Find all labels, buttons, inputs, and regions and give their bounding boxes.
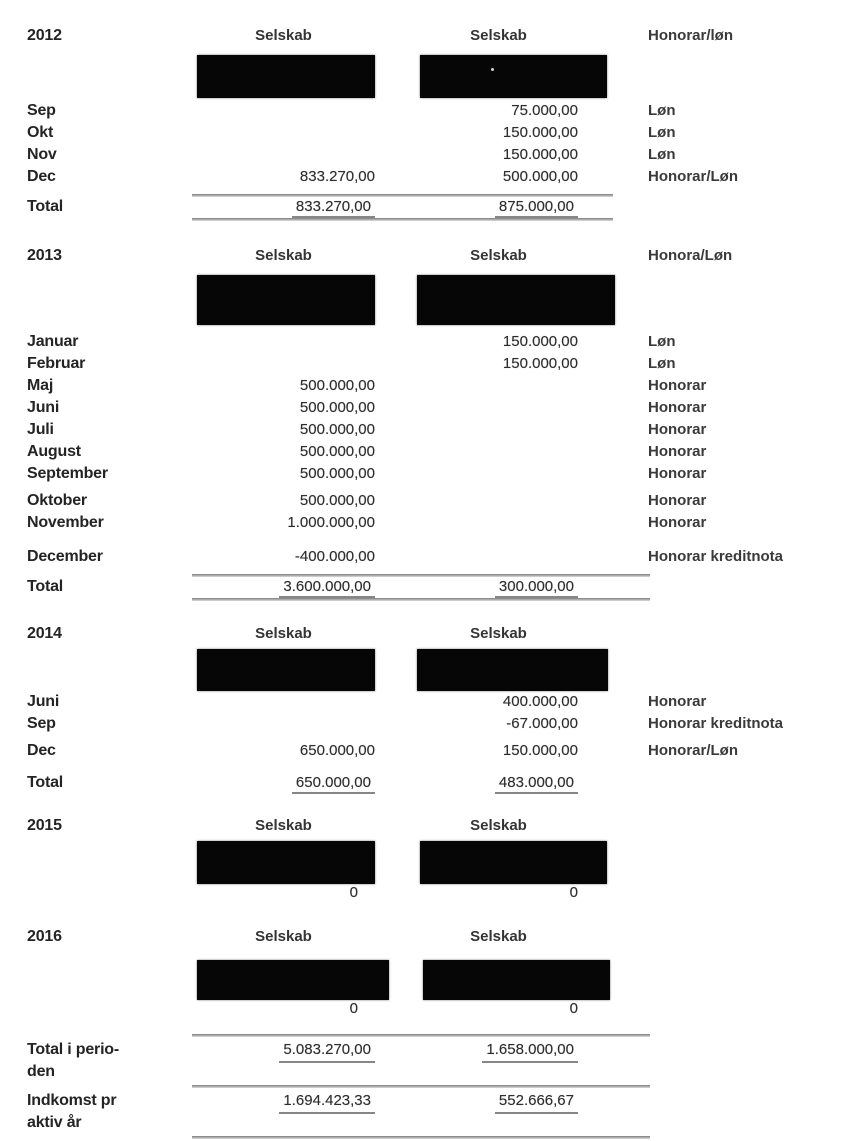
summary-label-line1: Total i perio-	[27, 1041, 120, 1058]
redaction-box-a	[197, 275, 375, 325]
col-a-header: Selskab	[255, 625, 312, 642]
year-label: 2016	[27, 928, 62, 945]
amount-col-a: 500.000,00	[299, 443, 375, 460]
amount-col-a: -400.000,00	[294, 548, 375, 565]
total-label: Total	[27, 198, 64, 215]
redaction-box-b	[420, 841, 607, 884]
redaction-box-a	[197, 55, 375, 98]
col-a-header: Selskab	[255, 817, 312, 834]
total-row	[0, 198, 843, 218]
income-type-label: Honorar kreditnota	[648, 715, 784, 732]
month-row	[0, 548, 843, 570]
income-type-label: Honorar	[648, 377, 707, 394]
col-c-header: Honora/Løn	[648, 247, 733, 264]
amount-col-b: 500.000,00	[502, 168, 578, 185]
amount-col-b: -67.000,00	[506, 715, 578, 732]
income-type-label: Honorar	[648, 514, 707, 531]
redaction-box-a	[197, 960, 389, 1000]
month-label: December	[27, 548, 103, 565]
amount-col-b: 150.000,00	[502, 333, 578, 350]
month-label: November	[27, 514, 104, 531]
amount-col-b: 150.000,00	[502, 355, 578, 372]
scan-speck	[491, 68, 494, 71]
month-row	[0, 693, 843, 715]
table-rule	[192, 1085, 650, 1088]
total-label: Total	[27, 578, 64, 595]
income-type-label: Honorar	[648, 443, 707, 460]
redaction-box-a	[197, 649, 375, 691]
year-label: 2013	[27, 247, 62, 264]
month-row	[0, 355, 843, 377]
zero-value-b: 0	[569, 1000, 578, 1017]
summary-row	[0, 1090, 843, 1134]
month-row	[0, 742, 843, 764]
month-row	[0, 465, 843, 487]
year-label: 2014	[27, 625, 62, 642]
income-type-label: Honorar/Løn	[648, 168, 738, 185]
redaction-box-b	[420, 55, 607, 98]
month-row	[0, 514, 843, 536]
amount-col-b: 150.000,00	[502, 146, 578, 163]
year-section-2012	[0, 27, 843, 221]
col-b-header: Selskab	[470, 928, 527, 945]
summary-label-line2: den	[27, 1063, 55, 1080]
section-header-row	[0, 625, 843, 647]
amount-col-a: 650.000,00	[299, 742, 375, 759]
year-label: 2012	[27, 27, 62, 44]
section-header-row	[0, 928, 843, 950]
month-row	[0, 715, 843, 737]
total-amount-b: 875.000,00	[495, 198, 578, 218]
summary-amount-a: 5.083.270,00	[279, 1040, 375, 1063]
month-row	[0, 168, 843, 190]
income-type-label: Honorar	[648, 399, 707, 416]
total-label: Total	[27, 774, 64, 791]
redaction-box-b	[417, 275, 615, 325]
table-rule	[192, 194, 613, 197]
total-row	[0, 774, 843, 795]
income-type-label: Løn	[648, 146, 676, 163]
redaction-boxes-row	[197, 649, 843, 691]
month-label: Oktober	[27, 492, 87, 509]
month-label: Juli	[27, 421, 54, 438]
month-label: August	[27, 443, 81, 460]
zero-value-a: 0	[349, 884, 358, 901]
col-b-header: Selskab	[470, 817, 527, 834]
month-row	[0, 443, 843, 465]
summary-label	[0, 1039, 192, 1083]
section-header-row	[0, 247, 843, 269]
total-amount-b: 483.000,00	[495, 774, 578, 794]
amount-col-b: 150.000,00	[502, 742, 578, 759]
summary-amount-a: 1.694.423,33	[279, 1091, 375, 1114]
summary-section	[0, 1034, 843, 1139]
amount-col-b: 400.000,00	[502, 693, 578, 710]
amount-col-a: 500.000,00	[299, 492, 375, 509]
zero-row	[0, 1000, 843, 1020]
total-row	[0, 578, 843, 598]
year-section-2014	[0, 625, 843, 795]
month-rows	[0, 333, 843, 570]
income-type-label: Honorar	[648, 693, 707, 710]
amount-col-a: 1.000.000,00	[287, 514, 375, 531]
col-a-header: Selskab	[255, 247, 312, 264]
month-row	[0, 492, 843, 514]
amount-col-a: 500.000,00	[299, 399, 375, 416]
month-rows	[0, 693, 843, 764]
month-label: Sep	[27, 715, 56, 732]
month-label: Juni	[27, 399, 60, 416]
month-row	[0, 399, 843, 421]
zero-row	[0, 884, 843, 904]
col-a-header: Selskab	[255, 928, 312, 945]
redaction-box-b	[417, 649, 608, 691]
month-label: Okt	[27, 124, 54, 141]
income-type-label: Honorar	[648, 421, 707, 438]
income-type-label: Løn	[648, 102, 676, 119]
summary-label-line1: Indkomst pr	[27, 1092, 117, 1109]
table-rule	[192, 1034, 650, 1037]
month-row	[0, 377, 843, 399]
income-type-label: Løn	[648, 333, 676, 350]
month-label: Februar	[27, 355, 86, 372]
amount-col-a: 833.270,00	[299, 168, 375, 185]
amount-col-b: 75.000,00	[511, 102, 578, 119]
amount-col-a: 500.000,00	[299, 377, 375, 394]
summary-label	[0, 1090, 192, 1134]
year-label: 2015	[27, 817, 62, 834]
month-row	[0, 146, 843, 168]
amount-col-a: 500.000,00	[299, 421, 375, 438]
zero-value-a: 0	[349, 1000, 358, 1017]
section-header-row	[0, 817, 843, 839]
income-type-label: Honorar	[648, 492, 707, 509]
table-rule	[192, 574, 650, 577]
redaction-boxes-row	[197, 275, 843, 325]
total-amount-a: 3.600.000,00	[279, 578, 375, 598]
income-type-label: Løn	[648, 355, 676, 372]
month-row	[0, 333, 843, 355]
month-label: Dec	[27, 168, 56, 185]
month-row	[0, 124, 843, 146]
month-label: Juni	[27, 693, 60, 710]
year-section-2015	[0, 817, 843, 904]
year-section-2016	[0, 928, 843, 1020]
total-amount-a: 833.270,00	[292, 198, 375, 218]
col-b-header: Selskab	[470, 27, 527, 44]
summary-label-line2: aktiv år	[27, 1114, 82, 1131]
summary-amount-b: 1.658.000,00	[482, 1040, 578, 1063]
month-label: Sep	[27, 102, 56, 119]
month-label: Januar	[27, 333, 79, 350]
amount-col-a: 500.000,00	[299, 465, 375, 482]
month-row	[0, 102, 843, 124]
table-rule	[192, 598, 650, 601]
redaction-boxes-row	[197, 960, 843, 1000]
col-b-header: Selskab	[470, 625, 527, 642]
month-row	[0, 421, 843, 443]
month-label: September	[27, 465, 108, 482]
redaction-box-b	[423, 960, 610, 1000]
col-b-header: Selskab	[470, 247, 527, 264]
year-section-2013	[0, 247, 843, 601]
income-type-label: Honorar	[648, 465, 707, 482]
redaction-box-a	[197, 841, 375, 884]
total-amount-a: 650.000,00	[292, 774, 375, 794]
month-rows	[0, 102, 843, 190]
month-label: Nov	[27, 146, 57, 163]
section-header-row	[0, 27, 843, 49]
summary-row	[0, 1039, 843, 1083]
col-c-header: Honorar/løn	[648, 27, 733, 44]
zero-value-b: 0	[569, 884, 578, 901]
amount-col-b: 150.000,00	[502, 124, 578, 141]
table-rule	[192, 218, 613, 221]
summary-amount-b: 552.666,67	[495, 1091, 578, 1114]
income-type-label: Honorar/Løn	[648, 742, 738, 759]
col-a-header: Selskab	[255, 27, 312, 44]
redaction-boxes-row	[197, 841, 843, 884]
month-label: Dec	[27, 742, 56, 759]
total-amount-b: 300.000,00	[495, 578, 578, 598]
redaction-boxes-row	[197, 55, 843, 98]
income-type-label: Honorar kreditnota	[648, 548, 784, 565]
income-type-label: Løn	[648, 124, 676, 141]
table-rule	[192, 1136, 650, 1139]
month-label: Maj	[27, 377, 54, 394]
